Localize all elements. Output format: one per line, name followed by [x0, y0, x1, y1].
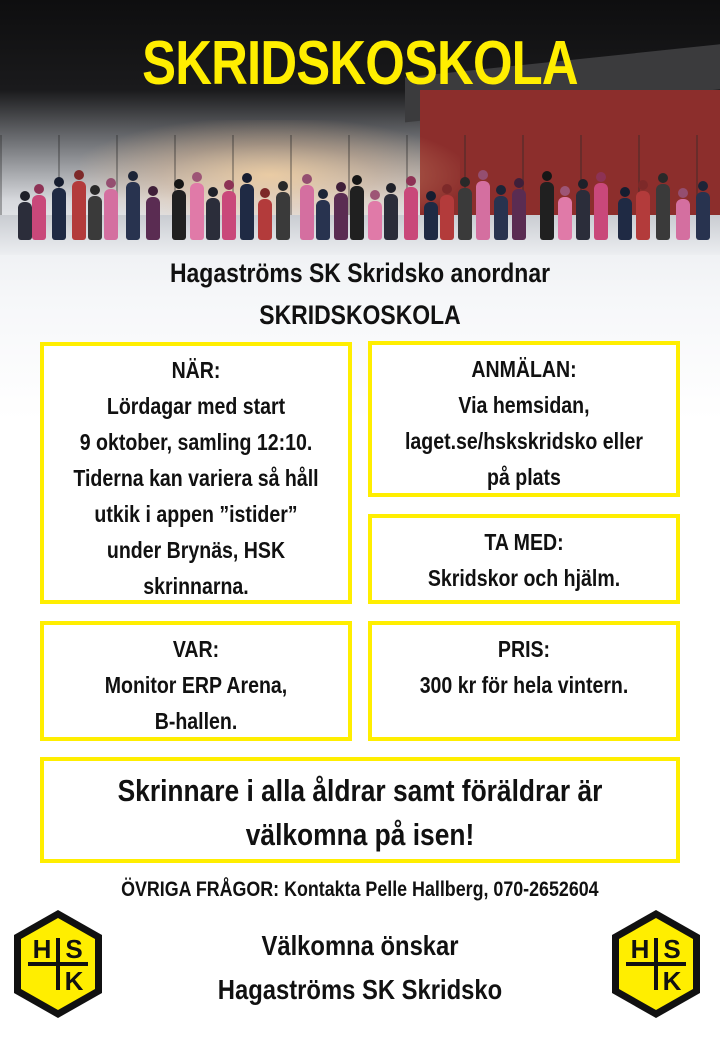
skater-figure: [512, 189, 526, 240]
page-title: SKRIDSKOSKOLA: [142, 29, 578, 98]
intro-text: [0, 252, 720, 336]
skater-figure: [368, 201, 382, 240]
logo-letter: K: [64, 966, 84, 996]
logo-divider: [654, 938, 658, 990]
contact-info: [0, 878, 720, 902]
skaters-group: [0, 178, 720, 248]
footer-line-1: Välkomna önskar: [261, 930, 459, 961]
logo-letter: S: [663, 934, 681, 964]
bring-heading: TA MED:: [484, 529, 564, 555]
skater-figure: [276, 192, 290, 240]
welcome-line: välkomna på isen!: [245, 817, 475, 852]
skater-figure: [696, 192, 710, 240]
skater-figure: [172, 190, 186, 240]
intro-line-1: Hagaströms SK Skridsko anordnar: [169, 258, 551, 288]
skater-figure: [440, 195, 454, 240]
club-logo-icon: [606, 906, 706, 1022]
skater-figure: [206, 198, 220, 240]
footer-greeting: [150, 924, 570, 1012]
skater-figure: [458, 188, 472, 240]
skater-figure: [104, 189, 118, 240]
skater-figure: [540, 182, 554, 240]
when-line: utkik i appen ”istider”: [94, 501, 298, 527]
skater-figure: [88, 196, 102, 240]
skater-figure: [18, 202, 32, 240]
intro-line-2: SKRIDSKOSKOLA: [259, 300, 461, 330]
registration-line: Via hemsidan,: [458, 392, 590, 418]
logo-letter: K: [662, 966, 682, 996]
skater-figure: [576, 190, 590, 240]
logo-letter: H: [630, 934, 650, 964]
skater-figure: [72, 181, 86, 240]
when-line: skrinnarna.: [143, 573, 249, 599]
skater-figure: [300, 185, 314, 240]
skater-figure: [558, 197, 572, 240]
skater-figure: [424, 202, 438, 240]
when-box: [40, 342, 352, 604]
skater-figure: [334, 193, 348, 240]
skater-figure: [126, 182, 140, 240]
when-line: 9 oktober, samling 12:10.: [79, 429, 313, 455]
when-line: under Brynäs, HSK: [106, 537, 286, 563]
skater-figure: [494, 196, 508, 240]
when-line: Tiderna kan variera så håll: [73, 465, 319, 491]
welcome-line: Skrinnare i alla åldrar samt föräldrar är: [117, 773, 603, 808]
footer-line-2: Hagaströms SK Skridsko: [217, 974, 503, 1005]
registration-link[interactable]: laget.se/hskskridsko eller: [405, 428, 643, 454]
skater-figure: [190, 183, 204, 240]
skater-figure: [594, 183, 608, 240]
skater-figure: [636, 191, 650, 240]
skater-figure: [222, 191, 236, 240]
when-heading: NÄR:: [171, 357, 221, 383]
when-line: Lördagar med start: [106, 393, 286, 419]
bring-box: [368, 514, 680, 604]
skater-figure: [52, 188, 66, 240]
where-box: [40, 621, 352, 741]
club-logo-icon: [8, 906, 108, 1022]
logo-divider: [56, 938, 60, 990]
logo-letter: H: [32, 934, 52, 964]
skater-figure: [476, 181, 490, 240]
skater-figure: [316, 200, 330, 240]
welcome-box: [40, 757, 680, 863]
skater-figure: [146, 197, 160, 240]
price-line: 300 kr för hela vintern.: [419, 672, 629, 698]
skater-figure: [32, 195, 46, 240]
registration-box: [368, 341, 680, 497]
bring-line: Skridskor och hjälm.: [427, 565, 621, 591]
skater-figure: [404, 187, 418, 240]
skater-figure: [384, 194, 398, 240]
price-box: [368, 621, 680, 741]
skater-figure: [240, 184, 254, 240]
logo-letter: S: [65, 934, 83, 964]
where-heading: VAR:: [172, 636, 220, 662]
price-heading: PRIS:: [497, 636, 551, 662]
skater-figure: [258, 199, 272, 240]
skater-figure: [676, 199, 690, 240]
registration-line: på plats: [487, 464, 561, 490]
skater-figure: [656, 184, 670, 240]
contact-text: ÖVRIGA FRÅGOR: Kontakta Pelle Hallberg, 070-2652604: [121, 878, 599, 901]
where-line: B-hallen.: [154, 708, 238, 734]
registration-heading: ANMÄLAN:: [471, 356, 577, 382]
skater-figure: [618, 198, 632, 240]
where-line: Monitor ERP Arena,: [104, 672, 288, 698]
skater-figure: [350, 186, 364, 240]
